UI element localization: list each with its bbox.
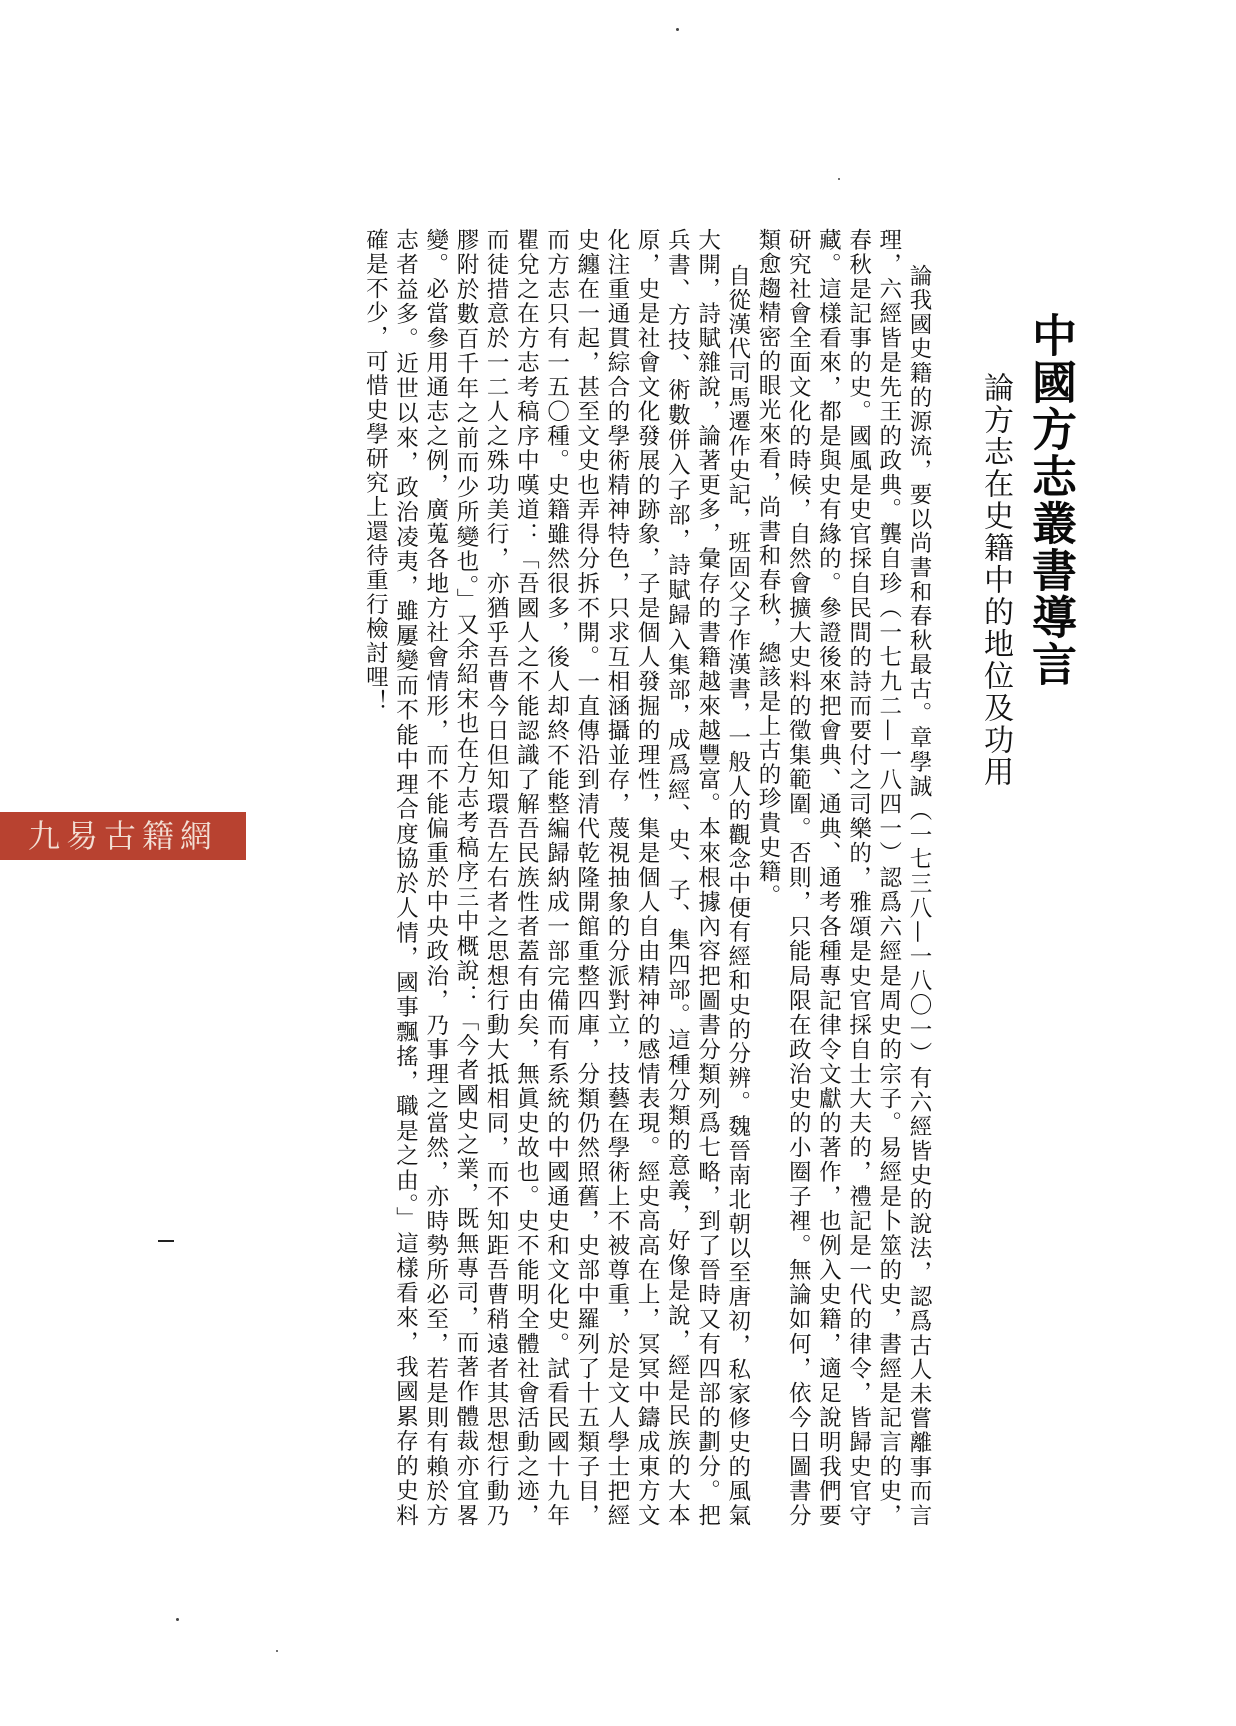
scan-speck — [176, 1618, 179, 1621]
scan-speck — [838, 178, 840, 180]
scan-speck — [676, 28, 679, 31]
paragraph-2: 自從漢代司馬遷作史記，班固父子作漢書，一般人的觀念中便有經和史的分辨。魏晉南北朝以至唐初，私家修史的風氣大開，詩賦雜說，論著更多，彙存的書籍越來越豐富。本來根據內容把圖書分類列爲七略，到了晉時又有四部的劃分。把兵書、方技、術數併入子部，詩賦歸入集部，成爲經、史、子、集四部。這種分類的意義，好像是說，經是民族的大本原，史是社會文化發展的跡象，子是個人發掘的理性，集是個人自由精神的感情表現。經史高高在上，冥冥中鑄成東方文化注重通貫綜合的學術精神特色，只求互相涵攝並存，蔑視抽象的分派對立，技藝在學術上不被尊重，於是文人學士把經史纏在一起，甚至文史也弄得分拆不開。一直傳沿到清代乾隆開館重整四庫，分類仍然照舊，史部中羅列了十五類子目，而方志只有一五〇種。史籍雖然很多，後人却終不能整編歸納成一部完備而有系統的中國通史和文化史。試看民國十九年瞿兌之在方志考稿序中嘆道：「吾國人之不能認識了解吾民族性者蓋有由矣，無眞史故也。史不能明全體社會活動之迹，而徒措意於一二人之殊功美行，亦猶乎吾曹今日但知環吾左右者之思想行動大抵相同，而不知距吾曹稍遠者其思想行動乃膠附於數百千年之前而少所變也。」又余紹宋也在方志考稿序三中概說：「今者國史之業，既無專司，而著作體裁亦宜畧變。必當參用通志之例，廣蒐各地方社會情形，而不能偏重於中央政治，乃事理之當然，亦時勢所必至，若是則有賴於方志者益多。近世以來，政治凌夷，雖屢變而不能中理合度協於人情，國事飄搖，職是之由。」這樣看來，我國累存的史料確是不少，可惜史學研究上還待重行檢討哩！ — [362, 228, 751, 1528]
paragraph-1: 論我國史籍的源流，要以尚書和春秋最古。章學誠（一七三八—一八〇一）有六經皆史的說法，認爲古人未嘗離事而言理，六經皆是先王的政典。龔自珍（一七九二—一八四一）認爲六經是周史的宗子。易經是卜筮的史，書經是記言的史，春秋是記事的史。國風是史官採自民間的詩而要付之司樂的，雅頌是史官採自士大夫的，禮記是一代的律令，皆歸史官守藏。這樣看來，都是與史有緣的。參證後來把會典、通典、通考各種專記律令文獻的著作，也例入史籍，適足說明我們要研究社會全面文化的時候，自然會擴大史料的徵集範圍。否則，只能局限在政治史的小圈子裡。無論如何，依今日圖書分類愈趨精密的眼光來看，尚書和春秋，總該是上古的珍貴史籍。 — [754, 228, 932, 1528]
document-subtitle: 論方志在史籍中的地位及功用 — [978, 372, 1013, 788]
watermark-banner: 九易古籍網 — [0, 812, 246, 860]
scan-speck — [276, 1650, 278, 1652]
document-title: 中國方志叢書導言 — [1024, 312, 1077, 688]
body-text — [360, 228, 934, 1528]
margin-mark — [158, 1240, 174, 1242]
